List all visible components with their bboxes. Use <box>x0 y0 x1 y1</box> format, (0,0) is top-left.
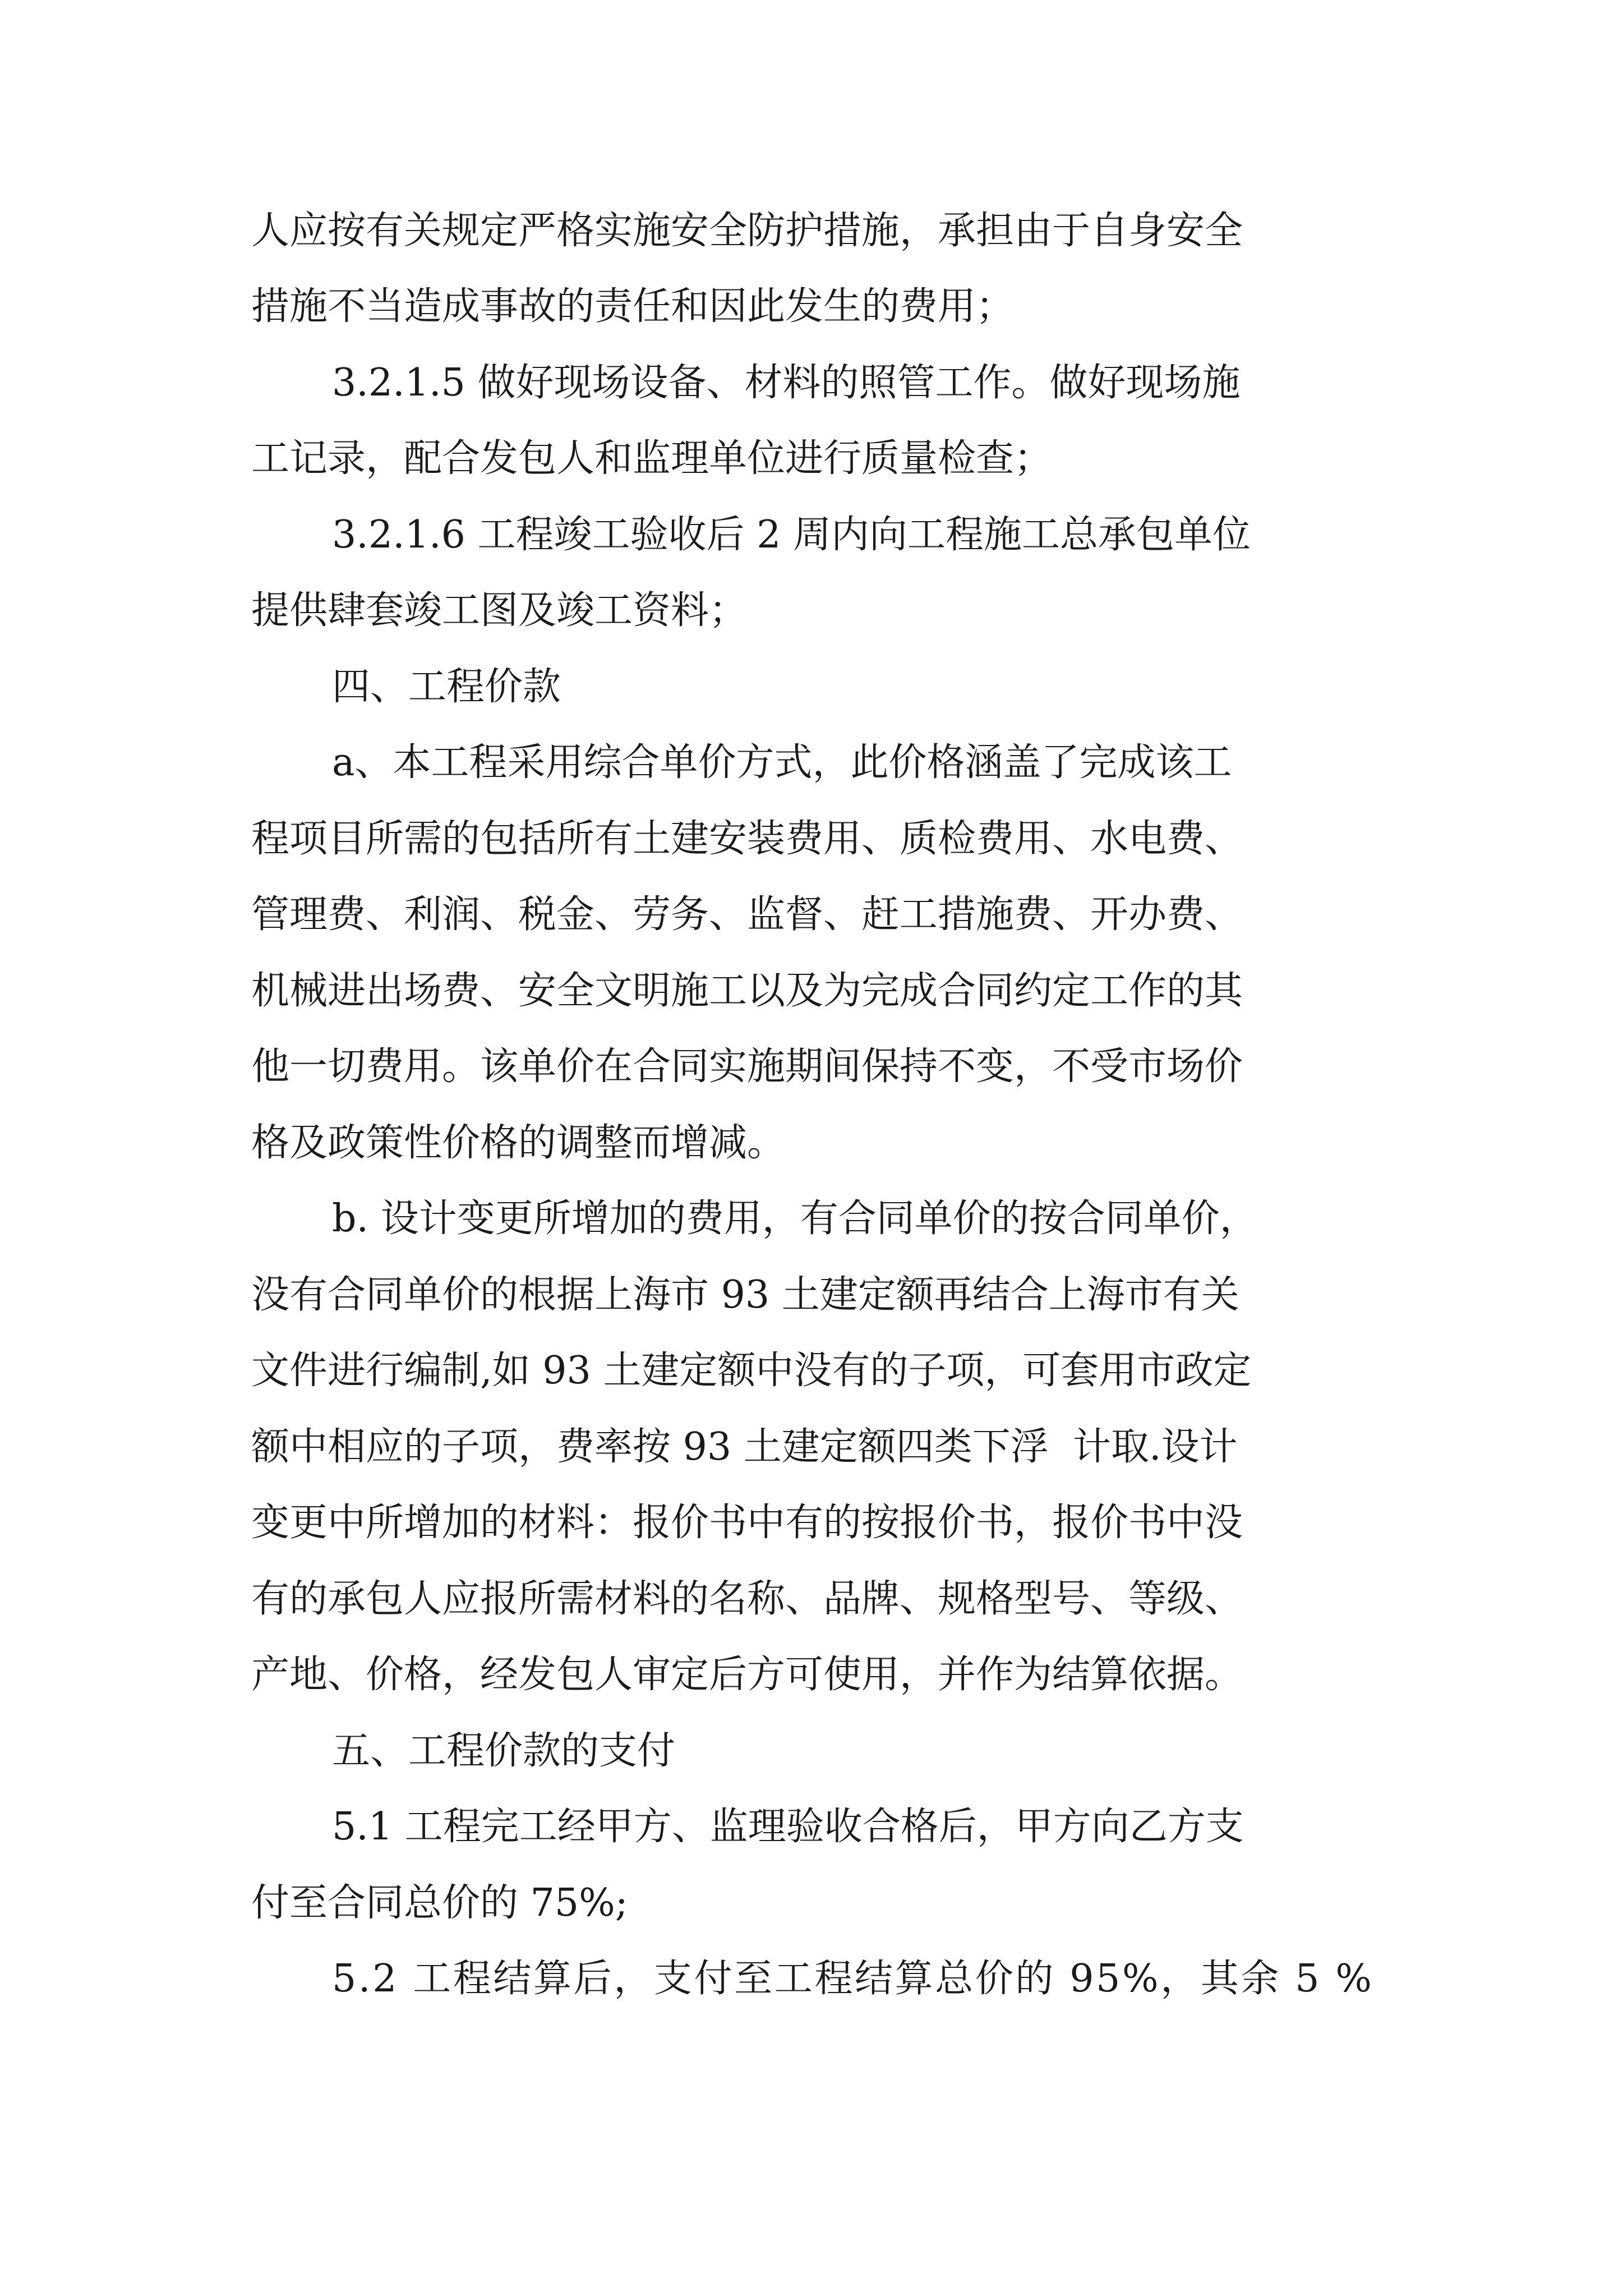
text-line: a、本工程采用综合单价方式，此价格涵盖了完成该工 <box>332 740 1232 785</box>
text-line: 5.1 工程完工经甲方、监理验收合格后，甲方向乙方支 <box>332 1805 1244 1849</box>
text-line: 他一切费用。该单价在合同实施期间保持不变，不受市场价 <box>251 1045 1243 1089</box>
text-line: 程项目所需的包括所有土建安装费用、质检费用、水电费、 <box>251 817 1243 861</box>
text-line: 提供肆套竣工图及竣工资料； <box>251 588 748 633</box>
text-line: 文件进行编制,如 93 土建定额中没有的子项，可套用市政定 <box>251 1349 1252 1393</box>
text-line: 措施不当造成事故的责任和因此发生的费用； <box>251 284 1015 329</box>
text-line: 有的承包人应报所需材料的名称、品牌、规格型号、等级、 <box>251 1577 1243 1621</box>
text-line: 人应按有关规定严格实施安全防护措施，承担由于自身安全 <box>251 209 1243 253</box>
section-heading: 五、工程价款的支付 <box>332 1729 676 1773</box>
text-line: b. 设计变更所增加的费用，有合同单价的按合同单价， <box>332 1197 1258 1241</box>
text-line: 管理费、利润、税金、劳务、监督、赶工措施费、开办费、 <box>251 892 1243 937</box>
text-line: 付至合同总价的 75%; <box>251 1881 628 1925</box>
section-heading: 四、工程价款 <box>332 665 561 709</box>
text-line: 没有合同单价的根据上海市 93 土建定额再结合上海市有关 <box>251 1273 1239 1317</box>
text-line: 3.2.1.6 工程竣工验收后 2 周内向工程施工总承包单位 <box>332 513 1251 557</box>
text-line: 工记录，配合发包人和监理单位进行质量检查； <box>251 436 1053 481</box>
text-line: 机械进出场费、安全文明施工以及为完成合同约定工作的其 <box>251 969 1243 1013</box>
text-line: 3.2.1.5 做好现场设备、材料的照管工作。做好现场施 <box>332 361 1241 405</box>
text-line: 变更中所增加的材料：报价书中有的按报价书，报价书中没 <box>251 1501 1243 1545</box>
text-line: 额中相应的子项，费率按 93 土建定额四类下浮 计取.设计 <box>251 1425 1238 1469</box>
text-line: 5.2 工程结算后，支付至工程结算总价的 95%，其余 5 % <box>332 1957 1374 2001</box>
text-line: 产地、价格，经发包人审定后方可使用，并作为结算依据。 <box>251 1653 1243 1697</box>
text-line: 格及政策性价格的调整而增减。 <box>251 1121 786 1165</box>
